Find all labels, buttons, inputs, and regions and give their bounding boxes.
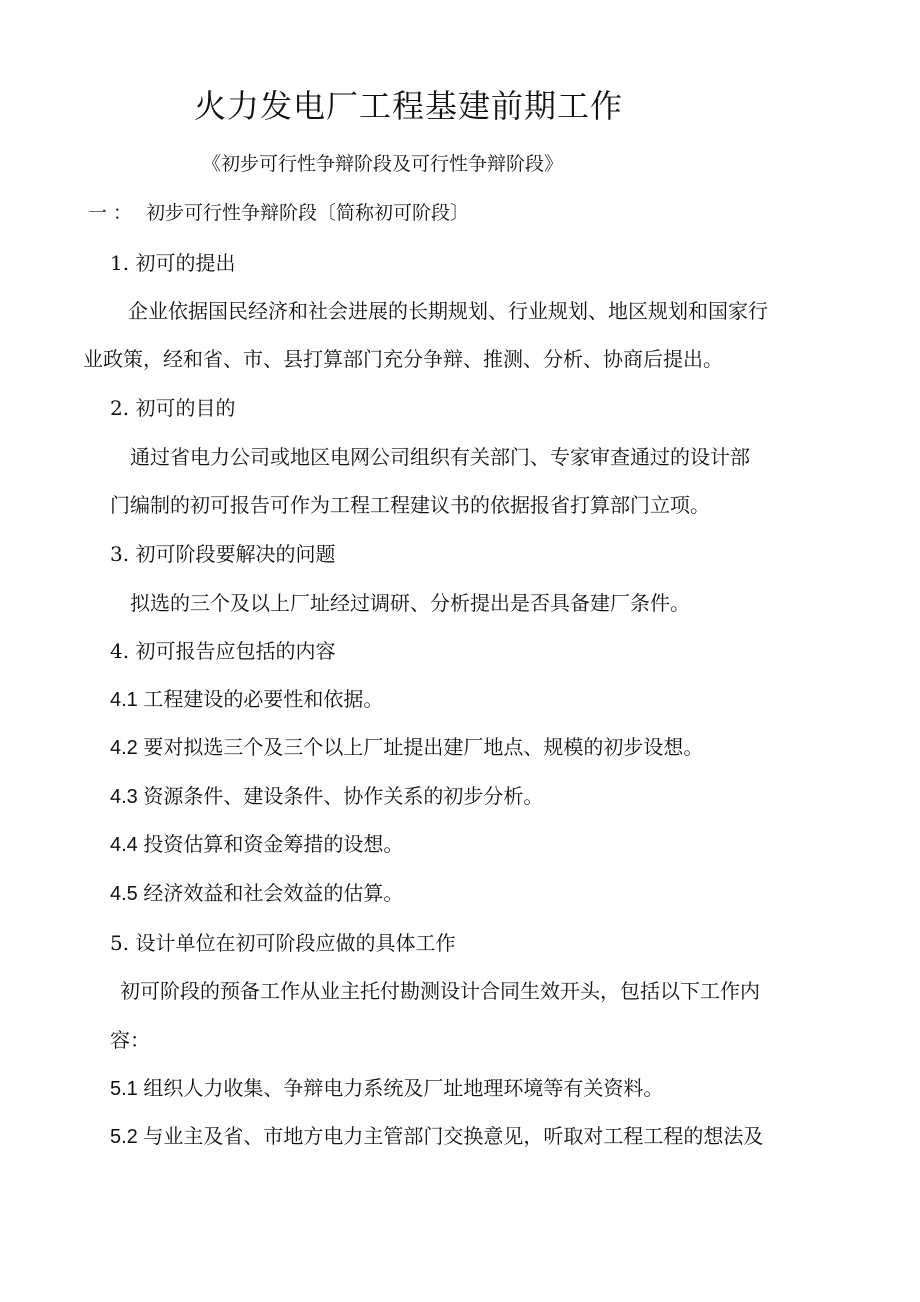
subitem-5-2: 5.2 与业主及省、市地方电力主管部门交换意见，听取对工程工程的想法及: [110, 1126, 764, 1148]
paragraph-line: 企业依据国民经济和社会进展的长期规划、行业规划、地区规划和国家行: [128, 299, 768, 323]
subitem-4-4: 4.4 投资估算和资金筹措的设想。: [110, 834, 404, 856]
paragraph-line: 通过省电力公司或地区电网公司组织有关部门、专家审查通过的设计部: [130, 445, 750, 469]
document-title: 火力发电厂工程基建前期工作: [194, 87, 624, 125]
subitem-4-2: 4.2 要对拟选三个及三个以上厂址提出建厂地点、规模的初步设想。: [110, 737, 704, 759]
subitem-4-5: 4.5 经济效益和社会效益的估算。: [110, 883, 404, 905]
section-heading-prefix: 一 ：: [88, 202, 133, 224]
subitem-5-1: 5.1 组织人力收集、争辩电力系统及厂址地理环境等有关资料。: [110, 1078, 664, 1100]
section-heading-1: [88, 199, 469, 227]
paragraph-line: 拟选的三个及以上厂址经过调研、分析提出是否具备建厂条件。: [130, 591, 690, 615]
item-1-heading: 1. 初可的提出: [110, 251, 236, 275]
paragraph-line: 门编制的初可报告可作为工程工程建议书的依据报省打算部门立项。: [110, 493, 710, 517]
item-4-heading: 4. 初可报告应包括的内容: [110, 639, 336, 663]
item-5-heading: 5. 设计单位在初可阶段应做的具体工作: [110, 931, 456, 955]
item-3-heading: 3. 初可阶段要解决的问题: [110, 542, 336, 566]
subitem-4-1: 4.1 工程建设的必要性和依据。: [110, 689, 384, 711]
subitem-4-3: 4.3 资源条件、建设条件、协作关系的初步分析。: [110, 786, 544, 808]
item-2-heading: 2. 初可的目的: [110, 396, 236, 420]
paragraph-line: 容：: [110, 1028, 150, 1052]
paragraph-line: 业政策，经和省、市、县打算部门充分争辩、推测、分析、协商后提出。: [83, 347, 723, 371]
section-heading-text: 初步可行性争辩阶段〔简称初可阶段〕: [146, 202, 470, 224]
document-subtitle: 《初步可行性争辩阶段及可行性争辩阶段》: [202, 153, 564, 175]
paragraph-line: 初可阶段的预备工作从业主托付勘测设计合同生效开头，包括以下工作内: [120, 979, 760, 1003]
